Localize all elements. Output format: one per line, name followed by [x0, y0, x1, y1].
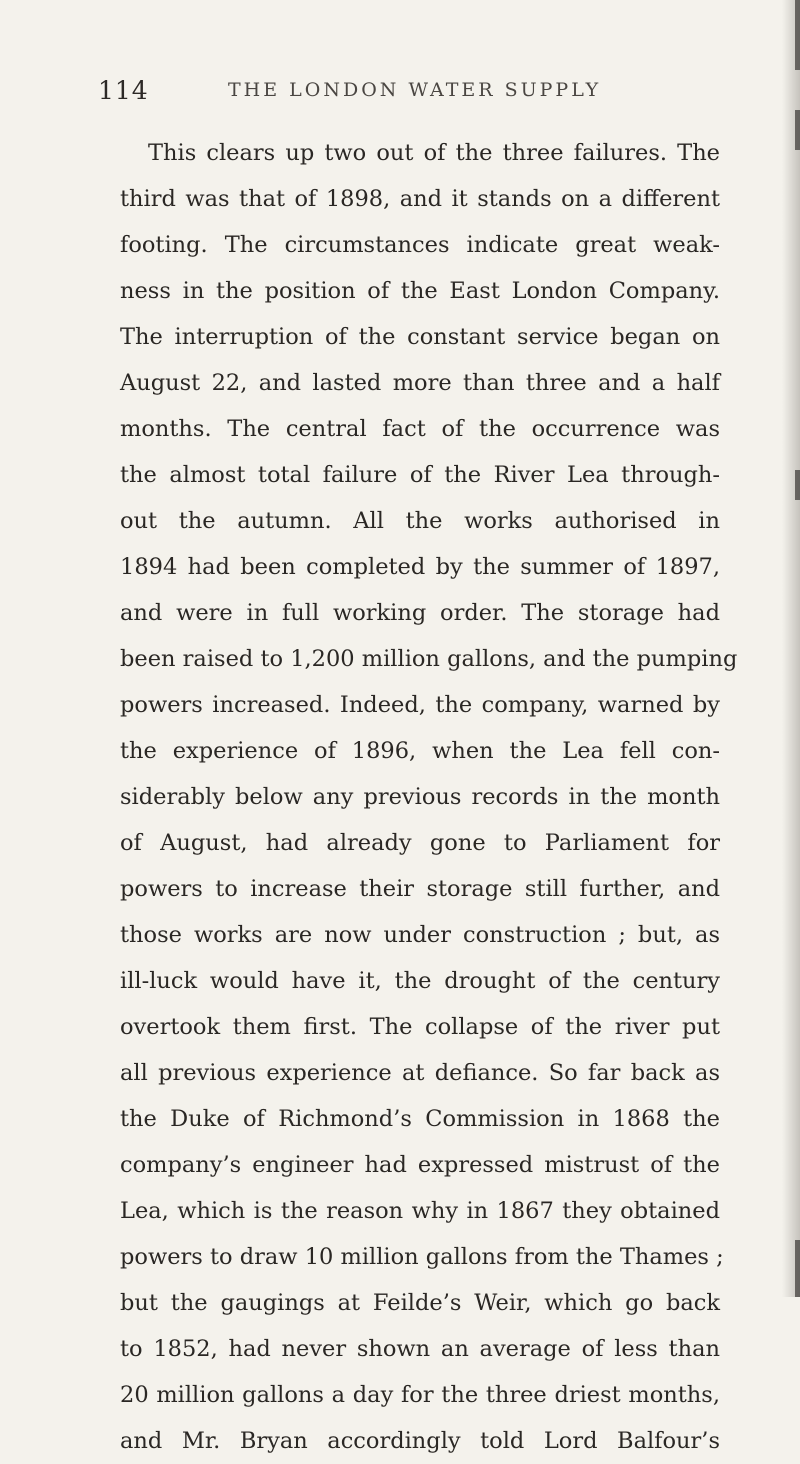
text-line: the almost total failure of the River Lea through-	[120, 462, 720, 488]
text-line: out the autumn. All the works authorised in	[120, 508, 720, 534]
text-line: ness in the position of the East London Company.	[120, 278, 720, 304]
text-line: those works are now under construction ; but, as	[120, 922, 720, 948]
text-line: footing. The circumstances indicate great weak-	[120, 232, 720, 258]
text-line: months. The central fact of the occurrence was	[120, 416, 720, 442]
page-number: 114	[98, 76, 149, 105]
text-line: powers increased. Indeed, the company, warned by	[120, 692, 720, 718]
text-line: to 1852, had never shown an average of less than	[120, 1336, 720, 1362]
text-line: third was that of 1898, and it stands on a different	[120, 186, 720, 212]
text-line: of August, had already gone to Parliament for	[120, 830, 720, 856]
body-paragraph	[120, 130, 738, 1464]
text-line: ill-luck would have it, the drought of the century	[120, 968, 720, 994]
text-line: been raised to 1,200 million gallons, and the pumping	[120, 646, 738, 672]
page-edge-shadow	[782, 0, 800, 1297]
text-line: 1894 had been completed by the summer of 1897,	[120, 554, 720, 580]
text-line: The interruption of the constant service began on	[120, 324, 720, 350]
text-line: all previous experience at defiance. So far back as	[120, 1060, 720, 1086]
page-edge-mark	[795, 0, 800, 70]
running-head	[0, 76, 800, 116]
text-line: This clears up two out of the three failures. The	[148, 140, 720, 166]
text-line: the experience of 1896, when the Lea fell con-	[120, 738, 720, 764]
text-line: siderably below any previous records in the month	[120, 784, 720, 810]
text-line: powers to increase their storage still further, and	[120, 876, 720, 902]
page-edge-mark	[795, 1240, 800, 1297]
running-title: THE LONDON WATER SUPPLY	[228, 79, 602, 101]
text-line: company’s engineer had expressed mistrust of the	[120, 1152, 720, 1178]
text-line: overtook them first. The collapse of the river put	[120, 1014, 720, 1040]
text-line: and were in full working order. The storage had	[120, 600, 720, 626]
text-line: but the gaugings at Feilde’s Weir, which go back	[120, 1290, 720, 1316]
page-edge-mark	[795, 110, 800, 150]
text-line: August 22, and lasted more than three and a half	[120, 370, 720, 396]
text-line: the Duke of Richmond’s Commission in 1868 the	[120, 1106, 720, 1132]
text-line: Lea, which is the reason why in 1867 they obtained	[120, 1198, 720, 1224]
text-line: powers to draw 10 million gallons from the Thames ;	[120, 1244, 724, 1270]
text-line: and Mr. Bryan accordingly told Lord Balfour’s	[120, 1428, 720, 1454]
text-line: 20 million gallons a day for the three driest months,	[120, 1382, 720, 1408]
page-edge-mark	[795, 470, 800, 500]
